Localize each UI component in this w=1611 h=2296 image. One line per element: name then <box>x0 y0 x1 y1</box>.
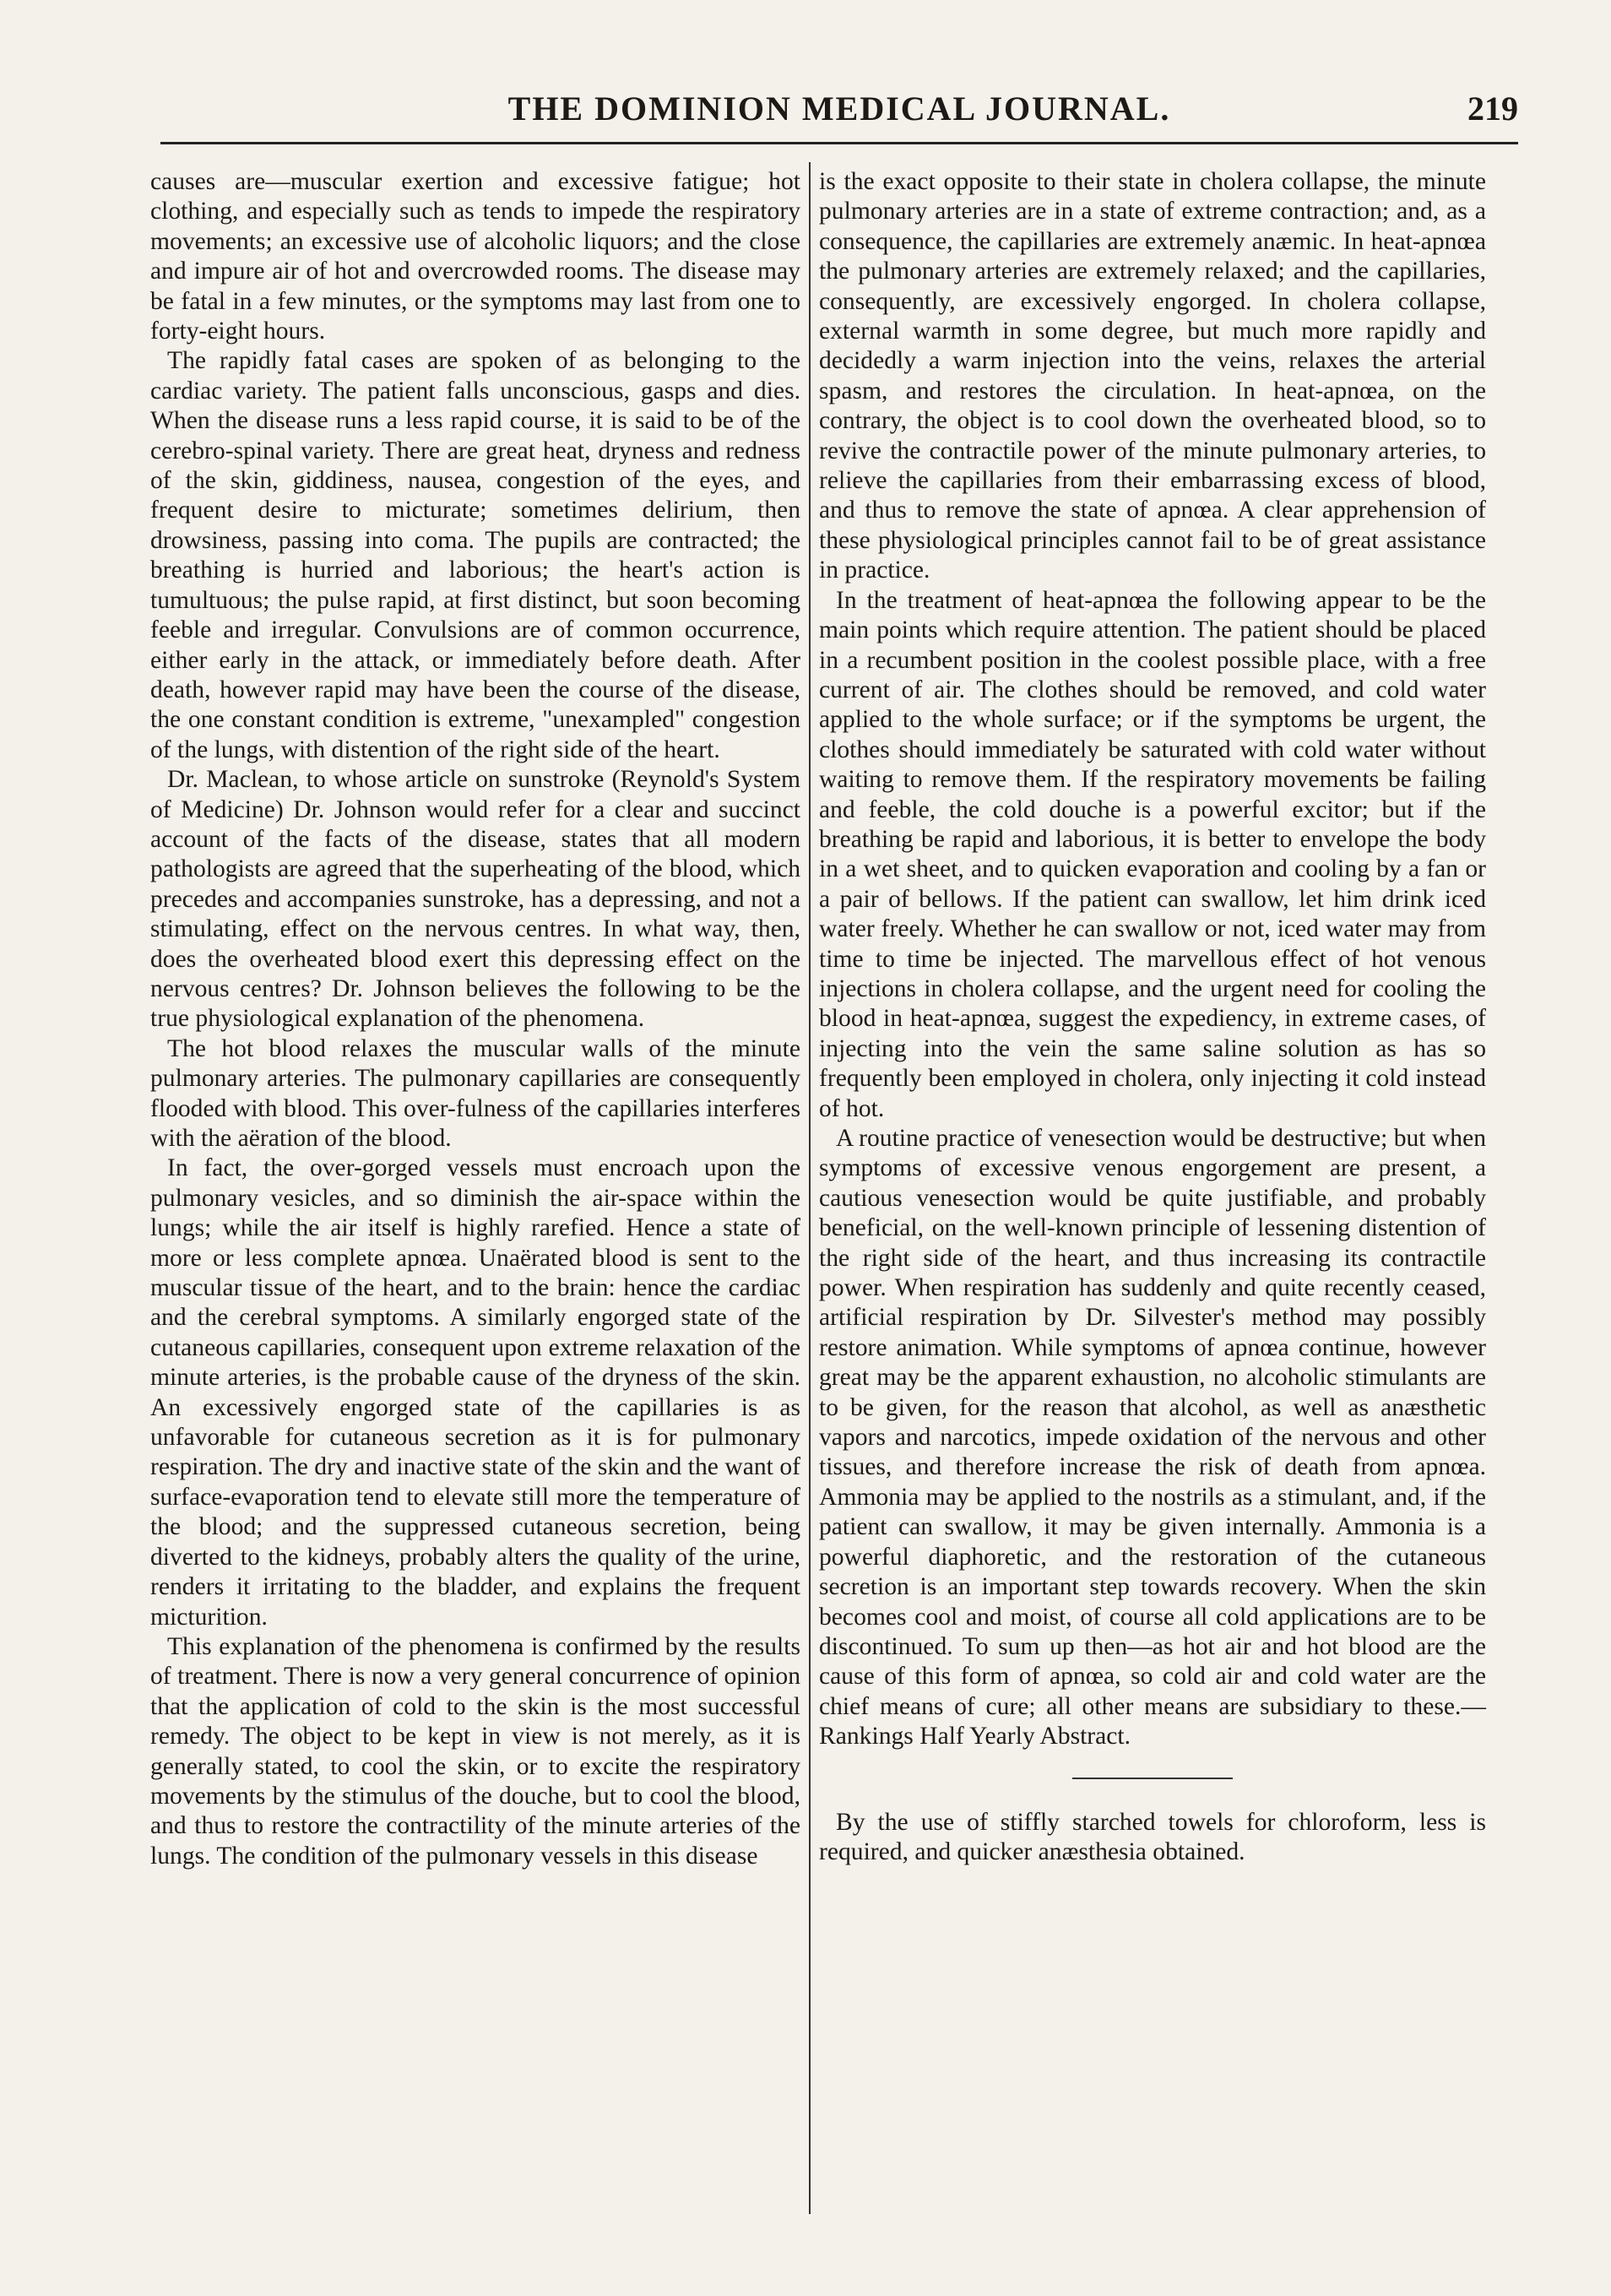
header-rule <box>160 142 1518 144</box>
paragraph: A routine practice of venesection would be destructive; but when symptoms of excessive venous engorgement are present, a cautious venesection would be quite justifiable, and probably beneficial, on the well-known principle of lessening distention of the right side of the heart, and thus increasing its contractile power. When respiration has suddenly and quite recently ceased, artificial respiration by Dr. Silvester's method may possibly restore animation. While symptoms of apnœa continue, however great may be the apparent exhaustion, no alcoholic stimulants are to be given, for the reason that alcohol, as well as anæsthetic vapors and narcotics, impede oxidation of the nervous and other tissues, and therefore increase the risk of death from apnœa. Ammonia may be applied to the nostrils as a stimulant, and, if the patient can swallow, it may be given internally. Ammonia is a powerful diaphoretic, and the restoration of the cutaneous secretion is an important step towards recovery. When the skin becomes cool and moist, of course all cold applications are to be discontinued. To sum up then—as hot air and hot blood are the cause of this form of apnœa, so cold air and cold water are the chief means of cure; all other means are subsidiary to these.—Rankings Half Yearly Abstract. <box>819 1125 1487 1750</box>
page-header <box>160 80 1518 131</box>
paragraph: In fact, the over-gorged vessels must encroach upon the pulmonary vesicles, and so diminish the air-space within the lungs; while the air itself is highly rarefied. Hence a state of more or less complete apnœa. Unaërated blood is sent to the muscular tissue of the heart, and to the brain: hence the cardiac and the cerebral symptoms. A similarly engorged state of the cutaneous capillaries, consequent upon extreme relaxation of the minute arteries, is the probable cause of the dryness of the skin. An excessively engorged state of the capillaries is as unfavorable for cutaneous secretion as it is for pulmonary respiration. The dry and inactive state of the skin and the want of surface-evaporation tend to elevate still more the temperature of the blood; and the suppressed cutaneous secretion, being diverted to the kidneys, probably alters the quality of the urine, renders it irritating to the bladder, and explains the frequent micturition. <box>150 1154 800 1631</box>
left-column <box>150 167 800 1871</box>
paragraph: Dr. Maclean, to whose article on sunstroke (Reynold's System of Medicine) Dr. Johnson would refer for a clear and succinct account of the facts of the disease, states that all modern pathologists are agreed that the superheating of the blood, which precedes and accompanies sunstroke, has a depressing, and not a stimulating, effect on the nervous centres. In what way, then, does the overheated blood exert this depressing effect on the nervous centres? Dr. Johnson believes the following to be the true physiological explanation of the phenomena. <box>150 766 800 1033</box>
section-ornament <box>1072 1778 1233 1784</box>
right-column <box>819 167 1486 1867</box>
paragraph: The hot blood relaxes the muscular walls of the minute pulmonary arteries. The pulmonary capillaries are consequently flooded with blood. This over-fulness of the capillaries interferes with the aëration of the blood. <box>150 1034 800 1152</box>
paragraph: The rapidly fatal cases are spoken of as belonging to the cardiac variety. The patient falls unconscious, gasps and dies. When the disease runs a less rapid course, it is said to be of the cerebro-spinal variety. There are great heat, dryness and redness of the skin, giddiness, nausea, congestion of the eyes, and frequent desire to micturate; sometimes delirium, then drowsiness, passing into coma. The pupils are contracted; the breathing is hurried and laborious; the heart's action is tumultuous; the pulse rapid, at first distinct, but soon becoming feeble and irregular. Convulsions are of common occurrence, either early in the attack, or immediately before death. After death, however rapid may have been the course of the disease, the one constant condition is extreme, "unexampled" congestion of the lungs, with distention of the right side of the heart. <box>150 347 800 763</box>
paragraph: is the exact opposite to their state in cholera collapse, the minute pulmonary arteries are in a state of extreme contraction; and, as a consequence, the capillaries are extremely anæmic. In heat-apnœa the pulmonary arteries are extremely relaxed; and the capillaries, consequently, are excessively engorged. In cholera collapse, external warmth in some degree, but much more rapidly and decidedly a warm injection into the veins, relaxes the arterial spasm, and restores the circulation. In heat-apnœa, on the contrary, the object is to cool down the overheated blood, so to revive the contractile power of the minute pulmonary arteries, to relieve the capillaries from their embarrassing excess of blood, and thus to remove the state of apnœa. A clear apprehension of these physiological principles cannot fail to be of great assistance in practice. <box>819 168 1486 584</box>
paragraph: In the treatment of heat-apnœa the following appear to be the main points which require attention. The patient should be placed in a recumbent position in the coolest possible place, with a free current of air. The clothes should be removed, and cold water applied to the whole surface; or if the symptoms be urgent, the clothes should immediately be saturated with cold water without waiting to remove them. If the respiratory movements be failing and feeble, the cold douche is a powerful excitor; but if the breathing be rapid and laborious, it is better to envelope the body in a wet sheet, and to quicken evaporation and cooling by a fan or a pair of bellows. If the patient can swallow, let him drink iced water freely. Whether he can swallow or not, iced water may from time to time be injected. The marvellous effect of hot venous injections in cholera collapse, and the urgent need for cooling the blood in heat-apnœa, suggest the expediency, in extreme cases, of injecting into the vein the same saline solution as has so frequently been employed in cholera, only injecting it cold instead of hot. <box>819 586 1486 1122</box>
note-paragraph: By the use of stiffly starched towels for chloroform, less is required, and quicker anæsthesia obtained. <box>819 1808 1486 1865</box>
journal-title: THE DOMINION MEDICAL JOURNAL. <box>507 90 1171 128</box>
column-divider <box>809 162 811 2214</box>
paragraph: causes are—muscular exertion and excessive fatigue; hot clothing, and especially such as tends to impede the respiratory movements; an excessive use of alcoholic liquors; and the close and impure air of hot and overcrowded rooms. The disease may be fatal in a few minutes, or the symptoms may last from one to forty-eight hours. <box>150 168 800 345</box>
page-number: 219 <box>1467 90 1518 128</box>
paragraph: This explanation of the phenomena is confirmed by the results of treatment. There is now a very general concurrence of opinion that the application of cold to the skin is the most successful remedy. The object to be kept in view is not merely, as it is generally stated, to cool the skin, or to excite the respiratory movements by the stimulus of the douche, but to cool the blood, and thus to restore the contractility of the minute arteries of the lungs. The condition of the pulmonary vessels in this disease <box>150 1632 800 1870</box>
